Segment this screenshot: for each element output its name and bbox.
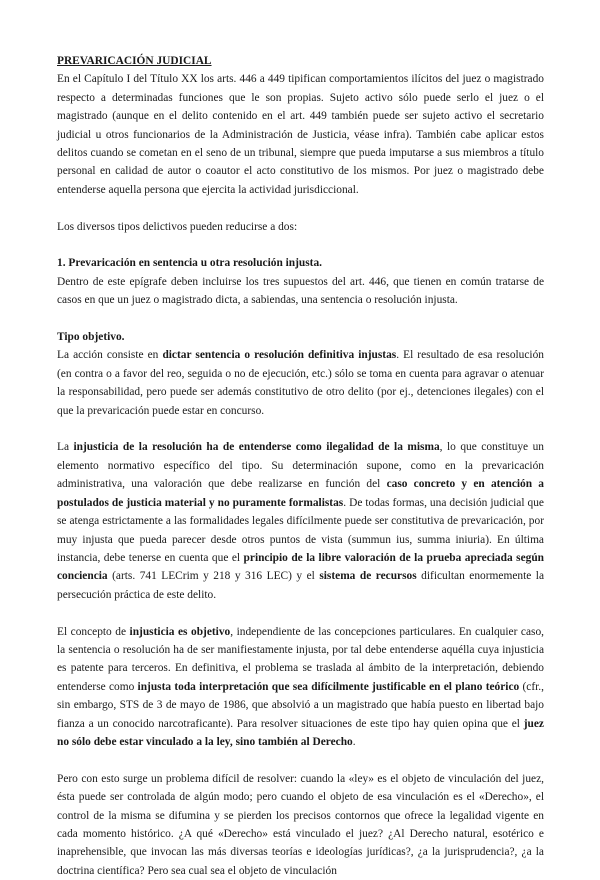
spacer — [57, 751, 544, 769]
section-1-paragraph: Dentro de este epígrafe deben incluirse los tres supuestos del art. 446, que tienen en común tratarse de casos en que un juez o magistrado dicta, a sabiendas, una sentencia o resolución injusta. — [57, 275, 544, 307]
tipo-paragraph-1: La acción consiste en dictar sentencia o resolución definitiva injustas. El resultado de esa resolución (en contra o a favor del reo, seguida o no de ejecución, etc.) sólo se toma en cuenta para agravar o atenuar la responsabilidad, pero puede ser además constitutivo de otro delito (por ej., detenciones ilegales) con el que la prevaricación puede estar en concurso. — [57, 349, 544, 417]
tipo-paragraph-2: La injusticia de la resolución ha de entenderse como ilegalidad de la misma, lo que constituye un elemento normativo específico del tipo. Su determinación supone, como en la prevaricación administrativa, una valoración que debe realizarse en función del caso concreto y en atención a postulados de justicia material y no puramente formalistas. De todas formas, una decisión judicial que se atenga estrictamente a las formalidades legales difícilmente puede ser constitutiva de prevaricación, por muy injusta que pueda parecer desde otros puntos de vista (summun ius, summa iniuria). En última instancia, debe tenerse en cuenta que el principio de la libre valoración de la prueba apreciada según conciencia (arts. 741 LECrim y 218 y 316 LEC) y el sistema de recursos dificultan enormemente la persecución práctica de este delito. — [57, 441, 544, 601]
section-1-heading: 1. Prevaricación en sentencia u otra resolución injusta. — [57, 257, 323, 270]
spacer — [57, 604, 544, 622]
intro-paragraph: En el Capítulo I del Título XX los arts. 446 a 449 tipifican comportamientos ilícitos del juez o magistrado respecto a determinadas funciones que le son propias. Sujeto activo sólo puede serlo el juez o el magistrado (aunque en el delito contenido en el art. 449 también puede ser sujeto activo el secretario judicial u otros funcionarios de la Administración de Justicia, véase infra). También cabe aplicar estos delitos cuando se cometan en el seno de un tribunal, siempre que pueda imputarse a sus miembros a título personal en calidad de autor o coautor el acto constitutivo de los mismos. Por juez o magistrado debe entenderse aquella persona que ejercita la actividad jurisdiccional. — [57, 73, 544, 196]
spacer — [57, 310, 544, 328]
tipo-paragraph-3: El concepto de injusticia es objetivo, independiente de las concepciones particulares. En cualquier caso, la sentencia o resolución ha de ser manifiestamente injusta, por tal debe entenderse aquélla cuya injusticia es patente para terceros. En definitiva, el problema se traslada al ámbito de la interpretación, debiendo entenderse como injusta toda interpretación que sea difícilmente justificable en el plano teórico (cfr., sin embargo, STS de 3 de mayo de 1986, que absolvió a un magistrado que había puesto en libertad bajo fianza a un conocido narcotraficante). Para resolver situaciones de este tipo hay quien opina que el juez no sólo debe estar vinculado a la ley, sino también al Derecho. — [57, 625, 544, 748]
document-title: PREVARICACIÓN JUDICIAL — [57, 55, 212, 67]
spacer — [57, 236, 544, 254]
spacer — [57, 420, 544, 438]
types-intro-paragraph: Los diversos tipos delictivos pueden reducirse a dos: — [57, 220, 298, 233]
tipo-paragraph-4: Pero con esto surge un problema difícil de resolver: cuando la «ley» es el objeto de vinculación del juez, ésta puede ser controlada de algún modo; pero cuando el objeto de esa vinculación es el «Derecho», el control de la misma se difumina y se pierden los precisos contornos que ofrece la legalidad vigente en cada momento histórico. ¿A qué «Derecho» está vinculado el juez? ¿Al Derecho natural, esotérico e inaprehensible, que invocan las más diversas teorías e ideologías jurídicas?, ¿a la jurisprudencia?, ¿a la doctrina científica? Pero sea cual sea el objeto de vinculación — [57, 772, 544, 877]
tipo-objetivo-heading: Tipo objetivo. — [57, 331, 125, 344]
document-page — [57, 52, 544, 880]
spacer — [57, 199, 544, 217]
